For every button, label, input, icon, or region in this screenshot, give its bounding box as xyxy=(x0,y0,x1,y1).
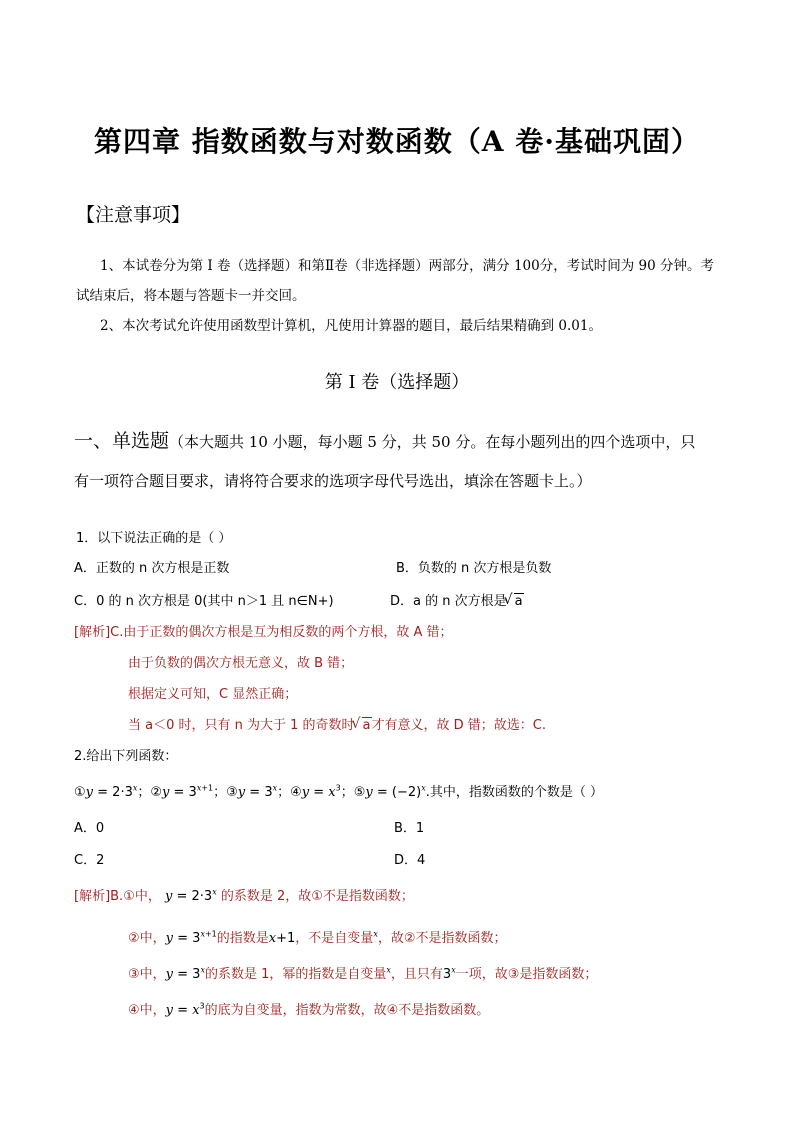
q2-analysis-2-post: ，不是自变量 xyxy=(295,931,374,946)
q1-option-a: A．正数的 n 次方根是正数 xyxy=(74,561,230,576)
q1-option-b: B．负数的 n 次方根是负数 xyxy=(396,561,552,576)
q1-analysis-4-pre: 当 a＜0 时，只有 n 为大于 1 的奇数时 xyxy=(128,718,355,733)
q2-analysis-line-4: ④中，$y = x^3$的底为自变量，指数为常数，故④不是指数函数。 xyxy=(128,1001,490,1018)
q2-analysis-2-end: ，故②不是指数函数； xyxy=(377,931,507,946)
q2-analysis-3-pre: ③中， xyxy=(128,967,166,982)
section-1-desc-line-1: （本大题共 10 小题，每小题 5 分，共 50 分。在每小题列出的四个选项中，只 xyxy=(169,433,696,451)
section-1-heading-line xyxy=(74,426,695,453)
q2-option-d: D．4 xyxy=(394,853,426,868)
q1-option-d xyxy=(390,590,524,609)
radicand: a xyxy=(514,594,523,609)
q1-analysis-line-3: 根据定义可知，C 显然正确； xyxy=(128,687,298,702)
q2-function-list-tail: 其中，指数函数的个数是（ ） xyxy=(429,785,604,800)
q1-analysis-4-post: 才有意义，故 D 错；故选：C. xyxy=(371,718,547,733)
q2-analysis-3-post: ，且只有 xyxy=(390,967,443,982)
q1-analysis-line-2: 由于负数的偶次方根无意义，故 B 错； xyxy=(128,656,354,671)
q2-analysis-line-2: ②中，$y = 3^{x+1}$的指数是x+1，不是自变量$^x$，故②不是指数函数； xyxy=(128,929,507,946)
radicand: a xyxy=(362,718,371,733)
notice-item-1-line-1: 1、本试卷分为第 I 卷（选择题）和第Ⅱ卷（非选择题）两部分，满分 100分，考试时间为 90 分钟。考 xyxy=(100,258,714,274)
q1-option-c: C．0 的 n 次方根是 0(其中 n＞1 且 n∈N+) xyxy=(74,594,334,609)
q2-option-c: C．2 xyxy=(74,853,105,868)
q2-analysis-1-post: 的系数是 2，故①不是指数函数； xyxy=(220,889,414,904)
q2-option-b: B．1 xyxy=(394,821,425,836)
q2-analysis-3-mid: 的系数是 1，幂的指数是自变量 xyxy=(204,967,387,982)
q1-analysis-line-4 xyxy=(128,714,546,733)
section-1-desc-line-2: 有一项符合题目要求，请将符合要求的选项字母代号选出，填涂在答题卡上。） xyxy=(74,472,592,490)
q2-analysis-3-end: 一项，故③是指数函数； xyxy=(455,967,598,982)
q2-analysis-4-post: 的底为自变量，指数为常数，故④不是指数函数。 xyxy=(204,1003,490,1018)
radical-symbol xyxy=(507,594,524,609)
q2-analysis-line-3: ③中，$y = 3^x$的系数是 1，幂的指数是自变量$^x$，且只有3$^x$一项，故③是指数函数； xyxy=(128,965,598,982)
radical-symbol xyxy=(355,718,372,733)
q1-analysis-line-1: [解析]C.由于正数的偶次方根是互为相反数的两个方根，故 A 错； xyxy=(74,625,453,640)
part-1-title: 第 I 卷（选择题） xyxy=(324,372,470,393)
q1-option-d-text: D．a 的 n 次方根是 xyxy=(390,594,507,609)
notice-item-1-line-2: 试结束后，将本题与答题卡一并交回。 xyxy=(76,288,306,304)
q2-analysis-line-1: [解析]B.①中， $y = 2\cdot 3^x$ 的系数是 2，故①不是指数函数； xyxy=(74,887,414,904)
q2-analysis-1-pre: [解析]B.①中， xyxy=(74,889,161,904)
section-1-heading: 一、单选题 xyxy=(74,430,170,452)
q1-stem: 1．以下说法正确的是（ ） xyxy=(76,531,232,546)
page-title: 第四章 指数函数与对数函数（A 卷·基础巩固） xyxy=(94,125,700,158)
q2-analysis-2-mid: 的指数是 xyxy=(216,931,269,946)
notice-heading: 【注意事项】 xyxy=(76,204,191,226)
q2-stem: 2.给出下列函数： xyxy=(74,749,178,764)
q2-analysis-2-pre: ②中， xyxy=(128,931,166,946)
q2-option-a: A．0 xyxy=(74,821,105,836)
q2-function-list: ①y = $2\cdot 3^x$；②y = $3^{x+1}$；③y = $3^x$；④y = $x^3$；⑤y = $(-2)^x$.其中，指数函数的个数是（ ） xyxy=(74,783,604,800)
notice-item-2: 2、本次考试允许使用函数型计算机，凡使用计算器的题目，最后结果精确到 0.01。 xyxy=(100,318,602,334)
q2-analysis-4-pre: ④中， xyxy=(128,1003,166,1018)
